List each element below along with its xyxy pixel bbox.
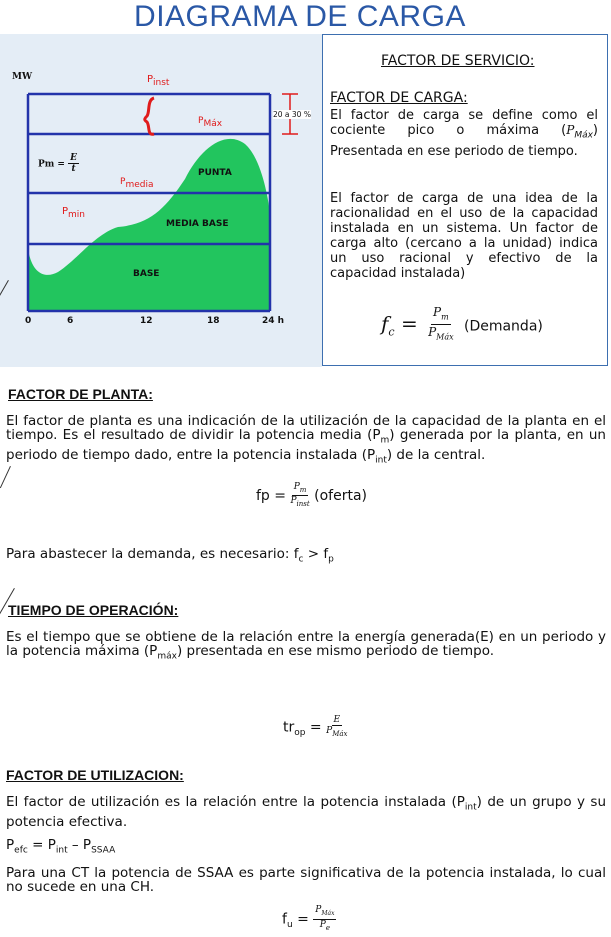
range-label: 20 a 30 %	[273, 110, 311, 119]
y-unit-label: MW	[12, 72, 33, 82]
service-factor-heading: FACTOR DE SERVICIO:	[381, 53, 535, 69]
x-tick-12: 12	[140, 316, 153, 326]
x-tick-24: 24 h	[262, 316, 285, 326]
operation-time-text: Es el tiempo que se obtiene de la relación entre la energía generada(E) en un periodo y la potencia máxima $(P_{máx})$ presentada en ese mismo periodo de tiempo.	[6, 629, 606, 662]
pm-formula: Pm = $\frac{E}{t}$	[38, 153, 77, 174]
utilization-factor-text: El factor de utilización es la relación entre la potencia instalada $(P_{int})$ de un grupo y su potencia efectiva.	[6, 794, 607, 830]
x-tick-0: 0	[25, 316, 32, 326]
utilization-factor-heading: FACTOR DE UTILIZACION:	[6, 767, 184, 783]
pmedia-label: $P_{media}$	[120, 177, 154, 190]
pmin-label: $P_{min}$	[62, 206, 86, 220]
trop-formula: $tr_{op}$ = $\frac{E}{P_{Máx}}$	[283, 715, 348, 739]
page-title: DIAGRAMA DE CARGA	[134, 0, 466, 33]
decorative-slash	[0, 466, 11, 488]
x-tick-6: 6	[67, 316, 74, 326]
supply-condition: Para abastecer la demanda, es necesario: $f_c > f_p$	[6, 546, 334, 565]
band-media-base: MEDIA BASE	[166, 219, 229, 229]
load-factor-heading: FACTOR DE CARGA:	[330, 90, 468, 106]
band-base: BASE	[133, 269, 160, 279]
fp-formula: fp = $\frac{P_m}{P_{inst}}$ (oferta)	[256, 482, 367, 508]
pmax-label: $P_{Máx}$	[198, 116, 223, 129]
fc-formula: $f_c$ = $\frac{P_m}{P_{Máx}}$ (Demanda)	[381, 305, 543, 342]
load-diagram	[0, 34, 322, 367]
plant-factor-text: El factor de planta es una indicación de la utilización de la capacidad de la planta en el tiempo. Es el resultado de dividir la potencia media $(P_m)$ generada por la planta, en un periodo de tiempo dado, entre la potencia instalada $(P_{int})$ de la central.	[6, 413, 606, 466]
band-punta: PUNTA	[198, 168, 232, 178]
load-factor-box	[322, 34, 608, 366]
reserve-brace	[145, 98, 154, 134]
fu-formula: $f_u$ = $\frac{P_{Máx}}{P_e}$	[282, 905, 335, 932]
load-factor-definition: El factor de carga se define como el cociente pico o máxima $(P_{Máx})$ Presentada en ese periodo de tiempo.	[330, 108, 598, 159]
ssaa-note: Para una CT la potencia de SSAA es parte significativa de la potencia instalada, lo cual no sucede en una CH.	[6, 865, 606, 895]
pefc-equation: $P_{efc} = P_{int} - P_{SSAA}$	[6, 837, 116, 856]
plant-factor-heading: FACTOR DE PLANTA:	[8, 386, 153, 402]
x-tick-18: 18	[207, 316, 220, 326]
operation-time-heading: TIEMPO DE OPERACIÓN:	[8, 602, 179, 618]
pinst-label: $P_{inst}$	[147, 74, 170, 88]
load-factor-explanation: El factor de carga de una idea de la racionalidad en el uso de la capacidad instalada en un sistema. Un factor de carga alto (cercano a la unidad) indica un uso racional y efectivo de la capacidad instalada)	[330, 191, 598, 281]
